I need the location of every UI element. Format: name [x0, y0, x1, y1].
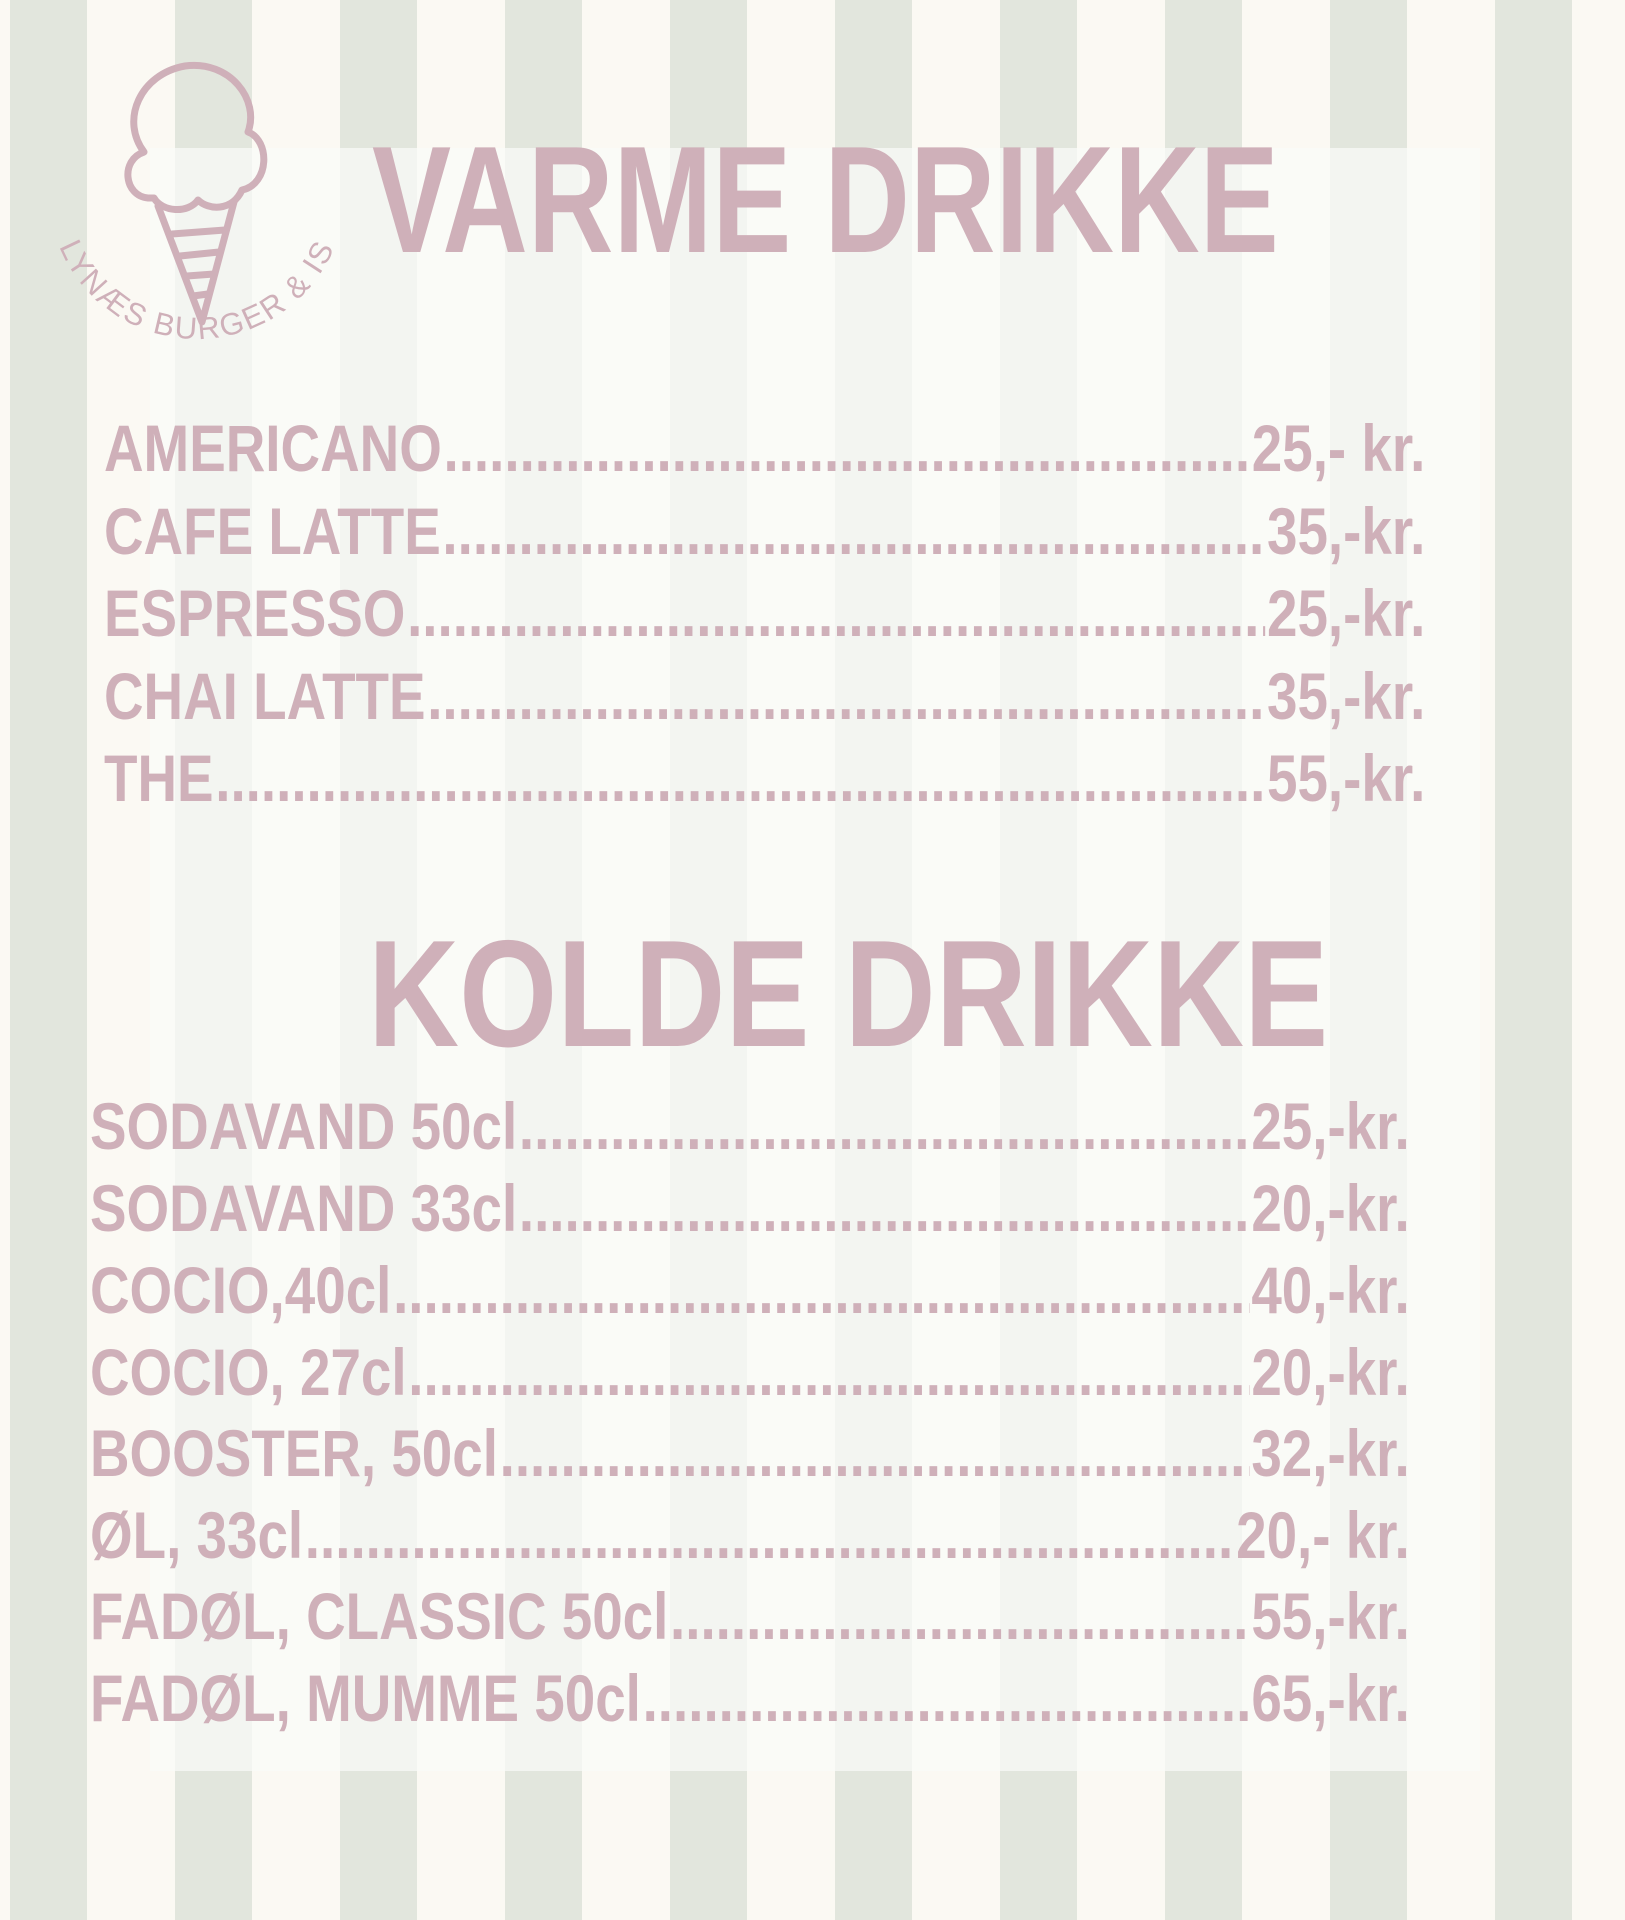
dot-leader: [305, 1497, 1235, 1573]
dot-leader: [500, 1415, 1250, 1491]
menu-item-name: BOOSTER, 50cl: [90, 1416, 498, 1490]
menu-item-name: SODAVAND 50cl: [90, 1089, 518, 1163]
menu-item: [90, 1660, 1410, 1736]
menu-item-name: SODAVAND 33cl: [90, 1171, 518, 1245]
menu-item-price: 20,- kr.: [1236, 1498, 1410, 1572]
dot-leader: [215, 740, 1265, 816]
cold-drinks-title: KOLDE DRIKKE: [368, 909, 1329, 1079]
menu-item: [90, 1578, 1410, 1654]
menu-item: [104, 740, 1425, 816]
brand-logo: [20, 20, 360, 370]
hot-drinks-title: VARME DRIKKE: [372, 115, 1279, 285]
menu-item-price: 32,-kr.: [1251, 1416, 1410, 1490]
menu-item-price: 20,-kr.: [1251, 1171, 1410, 1245]
dot-leader: [443, 410, 1250, 486]
dot-leader: [407, 575, 1265, 651]
ice-cream-cone-icon: [128, 65, 264, 322]
menu-item: [104, 658, 1425, 734]
dot-leader: [643, 1660, 1250, 1736]
menu-item: [90, 1252, 1410, 1328]
menu-item-name: AMERICANO: [104, 411, 442, 485]
menu-item-name: CAFE LATTE: [104, 494, 441, 568]
menu-item-price: 35,-kr.: [1266, 659, 1426, 733]
menu-item: [90, 1497, 1410, 1573]
menu-item-price: 20,-kr.: [1251, 1335, 1410, 1409]
menu-item-name: FADØL, MUMME 50cl: [90, 1661, 641, 1735]
menu-item: [90, 1088, 1410, 1164]
menu-item-price: 25,- kr.: [1251, 411, 1426, 485]
menu-item: [90, 1334, 1410, 1410]
menu-item-price: 25,-kr.: [1251, 1089, 1410, 1163]
dot-leader: [393, 1252, 1250, 1328]
dot-leader: [519, 1088, 1250, 1164]
menu-item-price: 55,-kr.: [1251, 1579, 1410, 1653]
menu-item-name: FADØL, CLASSIC 50cl: [90, 1579, 669, 1653]
menu-item: [104, 575, 1425, 651]
menu-item-name: THE: [104, 741, 214, 815]
dot-leader: [427, 658, 1265, 734]
dot-leader: [670, 1578, 1250, 1654]
dot-leader: [408, 1334, 1249, 1410]
menu-item-name: ØL, 33cl: [90, 1498, 304, 1572]
menu-item-name: COCIO, 27cl: [90, 1335, 407, 1409]
menu-item: [104, 493, 1425, 569]
menu-item-price: 65,-kr.: [1251, 1661, 1410, 1735]
menu-item-price: 55,-kr.: [1266, 741, 1426, 815]
menu-item-name: CHAI LATTE: [104, 659, 426, 733]
menu-item-price: 25,-kr.: [1266, 576, 1426, 650]
menu-item-price: 35,-kr.: [1266, 494, 1426, 568]
menu-item-name: ESPRESSO: [104, 576, 406, 650]
dot-leader: [442, 493, 1265, 569]
menu-item: [90, 1170, 1410, 1246]
menu-item-price: 40,-kr.: [1251, 1253, 1410, 1327]
dot-leader: [519, 1170, 1250, 1246]
menu-item: [90, 1415, 1410, 1491]
menu-item: [104, 410, 1425, 486]
menu-item-name: COCIO,40cl: [90, 1253, 392, 1327]
brand-logo-text: LYNÆS BURGER & IS: [52, 233, 342, 347]
